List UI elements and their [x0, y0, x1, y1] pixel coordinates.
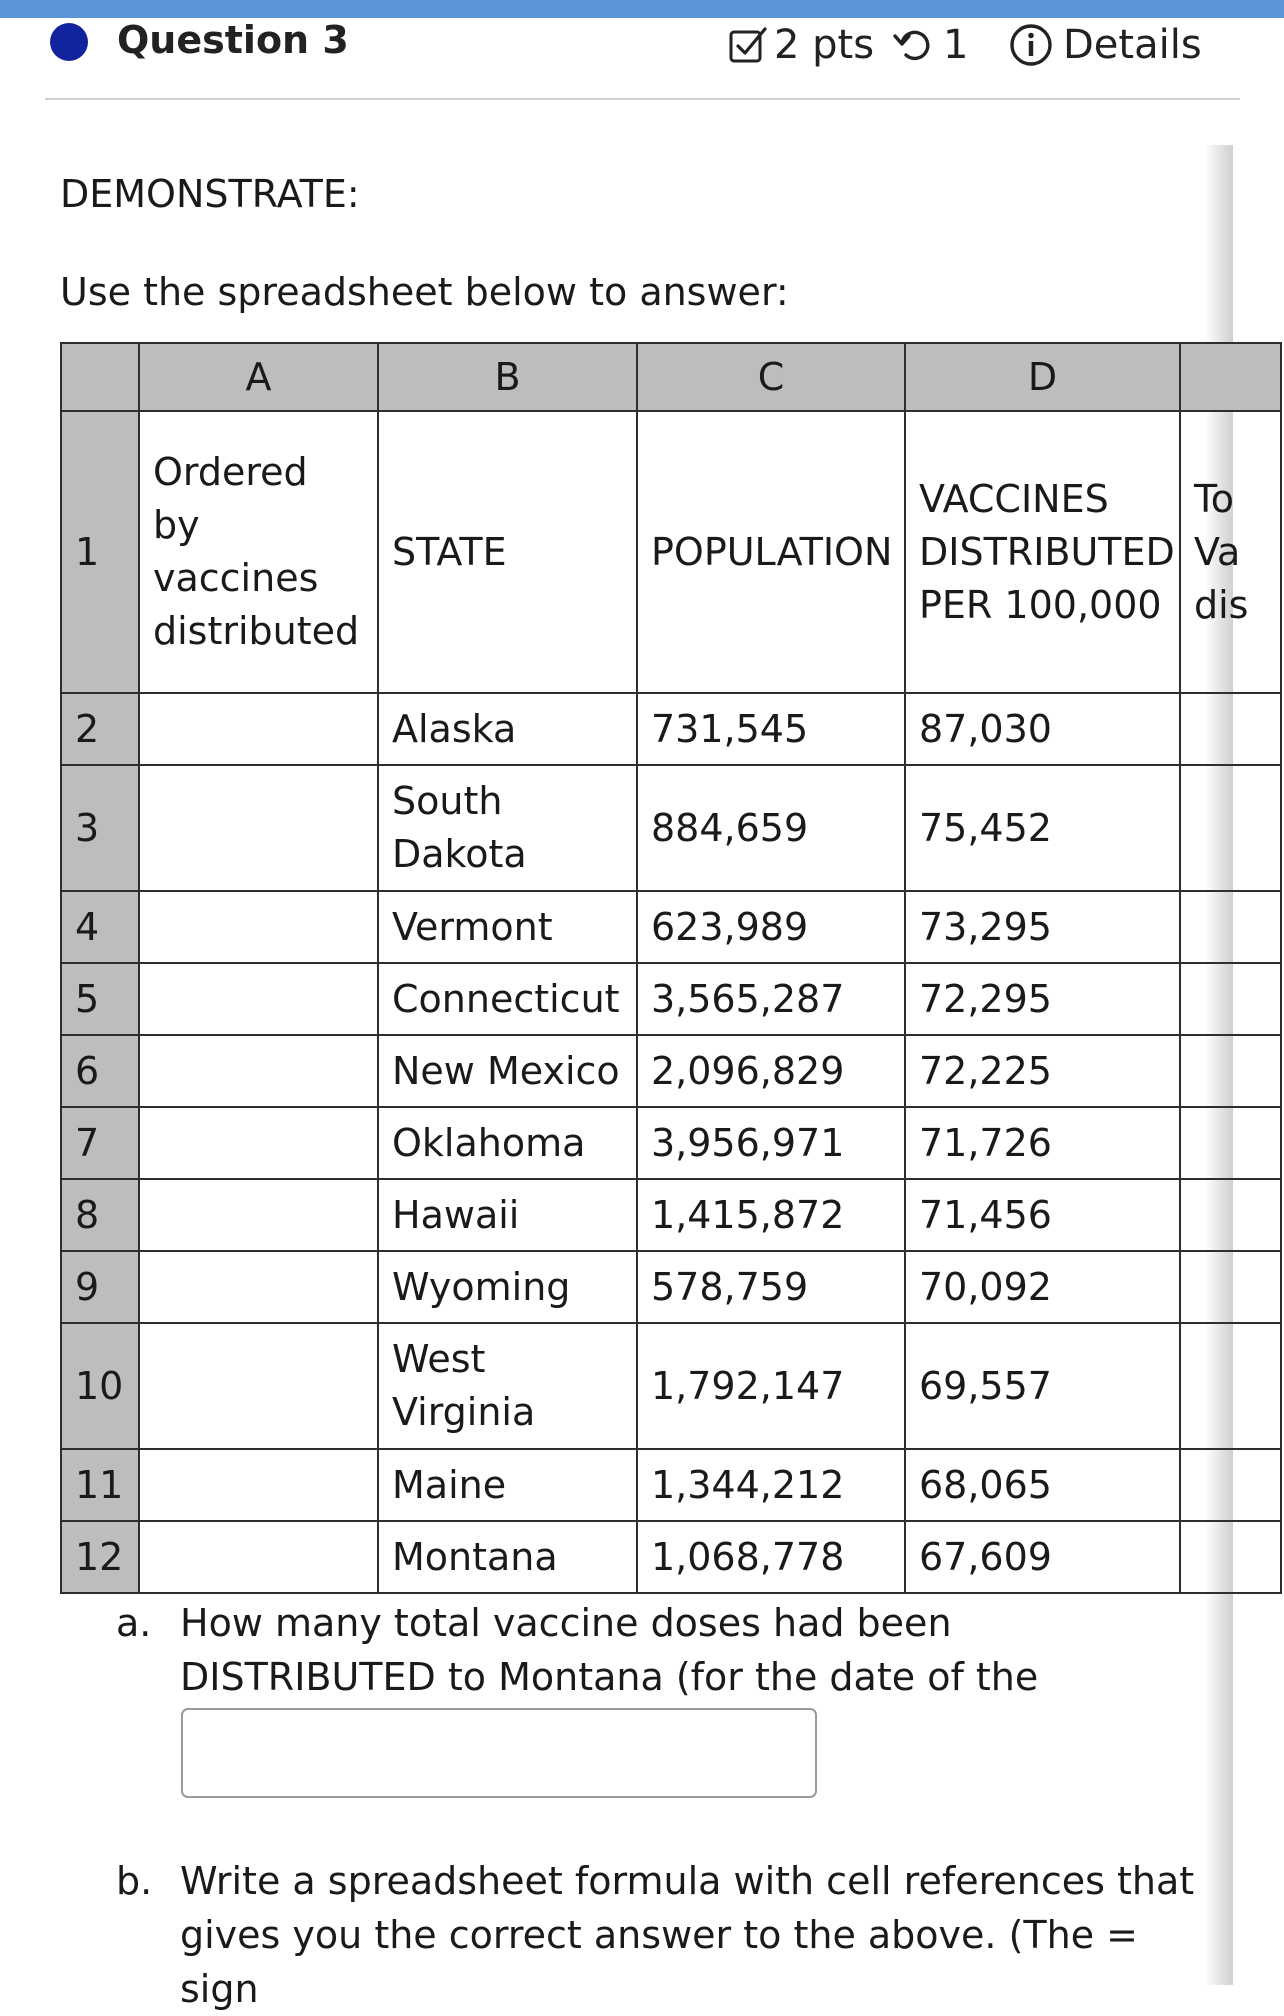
section-heading: DEMONSTRATE: [60, 172, 360, 216]
column-header-a: A [139, 343, 378, 411]
table-row [61, 1251, 1281, 1323]
header-text-line: vaccines [153, 556, 319, 600]
spreadsheet-table [60, 342, 1282, 1594]
info-circle-icon [1009, 23, 1053, 67]
population-cell: 623,989 [637, 891, 905, 963]
column-header-d: D [905, 343, 1180, 411]
rank-cell [139, 1035, 378, 1107]
state-name-line: Connecticut [392, 976, 620, 1021]
row-number: 12 [61, 1521, 139, 1593]
part-b-text: Write a spreadsheet formula with cell references that gives you the correct answer to the above. (The = sign [180, 1859, 1195, 2011]
header-divider [45, 98, 1240, 100]
details-toggle[interactable] [1009, 20, 1202, 70]
state-cell [378, 1035, 637, 1107]
row-number: 9 [61, 1251, 139, 1323]
row-number: 3 [61, 765, 139, 891]
total-cell [1180, 1035, 1281, 1107]
vaccines-cell: 73,295 [905, 891, 1180, 963]
row-number: 11 [61, 1449, 139, 1521]
rank-cell [139, 1449, 378, 1521]
points-label: 2 pts [774, 22, 875, 68]
total-cell [1180, 693, 1281, 765]
header-text-line: To [1194, 476, 1235, 521]
table-row [61, 1035, 1281, 1107]
state-cell [378, 765, 637, 891]
total-cell [1180, 1449, 1281, 1521]
table-row [61, 891, 1281, 963]
population-cell: 3,956,971 [637, 1107, 905, 1179]
total-cell [1180, 1251, 1281, 1323]
vaccines-cell: 68,065 [905, 1449, 1180, 1521]
rank-cell [139, 693, 378, 765]
header-cell-ordered [139, 411, 378, 693]
row-number: 7 [61, 1107, 139, 1179]
state-cell [378, 693, 637, 765]
vaccines-cell: 71,456 [905, 1179, 1180, 1251]
header-text-line: DISTRIBUTED [919, 529, 1175, 574]
header-cell-vaccines [905, 411, 1180, 693]
state-name-line: West [392, 1337, 486, 1381]
population-cell: 1,415,872 [637, 1179, 905, 1251]
table-row [61, 693, 1281, 765]
state-name-line: Maine [392, 1462, 507, 1507]
question-part-b [116, 1854, 1216, 2016]
header-text-line: VACCINES [919, 476, 1109, 521]
population-cell: 884,659 [637, 765, 905, 891]
state-name-line: Oklahoma [392, 1120, 586, 1165]
state-cell [378, 1251, 637, 1323]
question-title: Question 3 [117, 18, 349, 62]
attempts-indicator [893, 20, 968, 70]
state-name-line: Virginia [392, 1390, 536, 1434]
column-header-row [61, 343, 1281, 411]
header-cell-state: STATE [378, 411, 637, 693]
total-cell [1180, 1323, 1281, 1449]
points-indicator [728, 20, 874, 70]
rank-cell [139, 1323, 378, 1449]
table-row [61, 1521, 1281, 1593]
header-cell-total [1180, 411, 1281, 693]
table-row [61, 963, 1281, 1035]
total-cell [1180, 891, 1281, 963]
state-cell [378, 963, 637, 1035]
state-name-line: New Mexico [392, 1048, 620, 1093]
answer-input-a[interactable] [181, 1708, 817, 1798]
state-name-line: Alaska [392, 706, 517, 751]
total-cell [1180, 1107, 1281, 1179]
population-cell: 1,792,147 [637, 1323, 905, 1449]
vaccines-cell: 67,609 [905, 1521, 1180, 1593]
header-text-line: by [153, 503, 200, 547]
table-row [61, 1107, 1281, 1179]
vaccines-cell: 87,030 [905, 693, 1180, 765]
state-cell [378, 1323, 637, 1449]
population-cell: 578,759 [637, 1251, 905, 1323]
rank-cell [139, 765, 378, 891]
state-name-line: Montana [392, 1534, 558, 1579]
row-number: 5 [61, 963, 139, 1035]
vaccines-cell: 72,295 [905, 963, 1180, 1035]
header-row [61, 411, 1281, 693]
header-text-line: PER 100,000 [919, 582, 1162, 627]
rank-cell [139, 1179, 378, 1251]
total-cell [1180, 1521, 1281, 1593]
state-name-line: Vermont [392, 904, 553, 949]
part-a-text: How many total vaccine doses had been DISTRIBUTED to Montana (for the date of the [180, 1601, 1039, 1699]
header-text-line: Ordered [153, 450, 308, 494]
column-header-b: B [378, 343, 637, 411]
rank-cell [139, 891, 378, 963]
state-cell [378, 1107, 637, 1179]
top-accent-bar [0, 0, 1284, 18]
population-cell: 731,545 [637, 693, 905, 765]
instruction-text: Use the spreadsheet below to answer: [60, 270, 789, 314]
spreadsheet [60, 342, 1249, 1579]
rank-cell [139, 963, 378, 1035]
part-a-label: a. [116, 1601, 152, 1645]
row-number: 2 [61, 693, 139, 765]
header-text-line: dis [1194, 582, 1249, 627]
population-cell: 1,344,212 [637, 1449, 905, 1521]
state-cell [378, 1179, 637, 1251]
column-header-e [1180, 343, 1281, 411]
retry-icon [893, 24, 935, 66]
row-number: 4 [61, 891, 139, 963]
table-row [61, 1179, 1281, 1251]
table-row [61, 1449, 1281, 1521]
rank-cell [139, 1107, 378, 1179]
attempts-count: 1 [943, 22, 969, 68]
corner-cell [61, 343, 139, 411]
row-number: 8 [61, 1179, 139, 1251]
total-cell [1180, 963, 1281, 1035]
vaccines-cell: 69,557 [905, 1323, 1180, 1449]
details-label: Details [1063, 22, 1202, 68]
population-cell: 3,565,287 [637, 963, 905, 1035]
state-cell [378, 891, 637, 963]
total-cell [1180, 1179, 1281, 1251]
vaccines-cell: 71,726 [905, 1107, 1180, 1179]
vaccines-cell: 75,452 [905, 765, 1180, 891]
table-row [61, 765, 1281, 891]
state-cell [378, 1521, 637, 1593]
row-number: 6 [61, 1035, 139, 1107]
part-b-label: b. [116, 1859, 153, 1903]
state-name-line: South [392, 779, 503, 823]
state-name-line: Wyoming [392, 1264, 571, 1309]
row-number: 1 [61, 411, 139, 693]
state-name-line: Dakota [392, 832, 527, 876]
population-cell: 1,068,778 [637, 1521, 905, 1593]
state-name-line: Hawaii [392, 1192, 520, 1237]
rank-cell [139, 1521, 378, 1593]
header-text-line: Va [1194, 529, 1241, 574]
vaccines-cell: 72,225 [905, 1035, 1180, 1107]
rank-cell [139, 1251, 378, 1323]
state-cell [378, 1449, 637, 1521]
row-number: 10 [61, 1323, 139, 1449]
header-cell-population: POPULATION [637, 411, 905, 693]
checkbox-edit-icon [728, 25, 768, 65]
population-cell: 2,096,829 [637, 1035, 905, 1107]
table-row [61, 1323, 1281, 1449]
question-status-dot [50, 23, 88, 61]
column-header-c: C [637, 343, 905, 411]
vaccines-cell: 70,092 [905, 1251, 1180, 1323]
total-cell [1180, 765, 1281, 891]
header-text-line: distributed [153, 609, 360, 653]
